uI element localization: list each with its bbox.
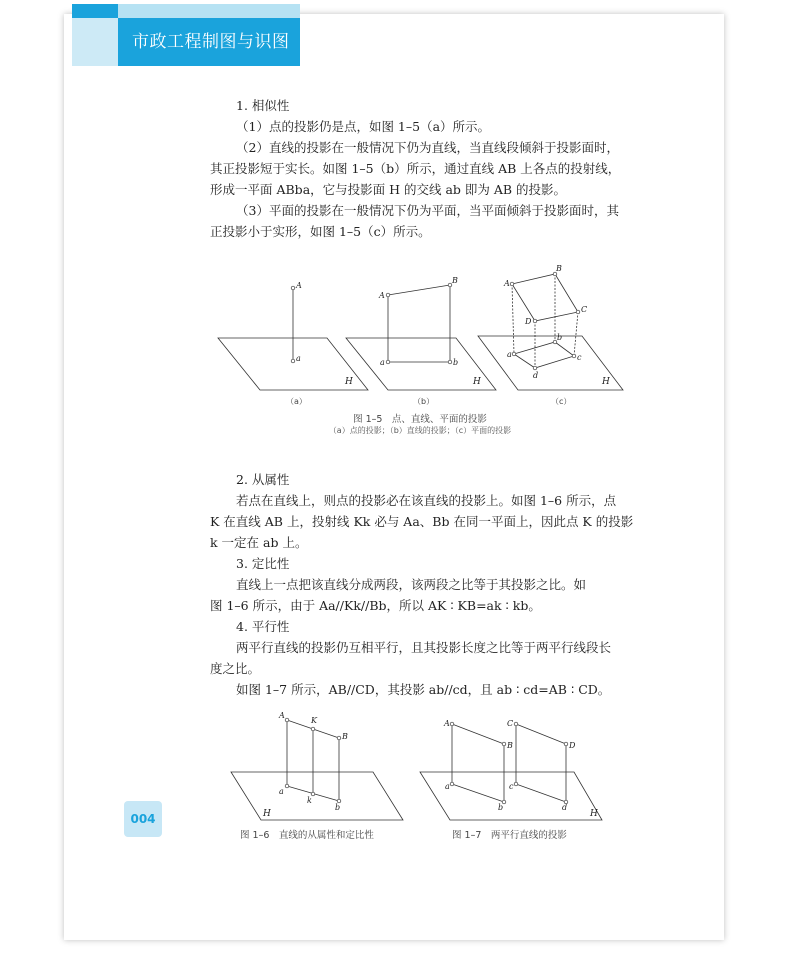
- paragraph-text: k 一定在 ab 上。: [210, 535, 308, 550]
- section-heading-similarity: 1. 相似性: [236, 98, 290, 113]
- label-d: d: [562, 803, 568, 812]
- figure-caption: 图 1–7 两平行直线的投影: [452, 830, 567, 841]
- label-a: a: [279, 787, 284, 796]
- figure-1-6-diagram: [225, 704, 415, 824]
- label-H: H: [345, 377, 353, 387]
- paragraph-text: 若点在直线上，则点的投影必在该直线的投影上。如图 1–6 所示，点: [236, 493, 617, 508]
- label-B: B: [507, 741, 513, 750]
- label-B: B: [452, 276, 458, 285]
- paragraph-text: 形成一平面 ABba，它与投影面 H 的交线 ab 即为 AB 的投影。: [210, 182, 567, 197]
- paragraph-text: （1）点的投影仍是点，如图 1–5（a）所示。: [236, 119, 491, 134]
- label-B: B: [342, 732, 348, 741]
- panel-label-c: （c）: [551, 397, 572, 406]
- label-a: a: [296, 354, 301, 363]
- label-B: B: [556, 264, 562, 273]
- label-C: C: [581, 305, 588, 314]
- line-ab: [452, 784, 504, 802]
- panel-label-a: （a）: [286, 397, 307, 406]
- label-H: H: [473, 377, 481, 387]
- label-a: a: [445, 782, 450, 791]
- figure-1-5-diagram: [210, 258, 640, 393]
- figure-caption: 图 1–6 直线的从属性和定比性: [240, 830, 374, 841]
- header-tab-strip: [72, 4, 300, 18]
- paragraph-text: 其正投影短于实长。如图 1–5（b）所示，通过直线 AB 上各点的投射线，: [210, 161, 621, 176]
- figure-1-7-diagram: [412, 704, 612, 824]
- plane-abcd: [514, 342, 574, 368]
- label-b: b: [453, 358, 459, 367]
- paragraph-text: （2）直线的投影在一般情况下仍为直线，当直线段倾斜于投影面时，: [236, 140, 619, 155]
- label-H: H: [602, 377, 610, 387]
- label-K: K: [311, 716, 317, 725]
- label-a: a: [380, 358, 385, 367]
- section-heading-belonging: 2. 从属性: [236, 472, 290, 487]
- label-b: b: [335, 803, 341, 812]
- page-number: 004: [124, 801, 162, 837]
- panel-label-b: （b）: [413, 397, 435, 406]
- book-title: 市政工程制图与识图: [132, 32, 290, 52]
- header-banner-light: [72, 18, 118, 66]
- plane-ABCD: [512, 274, 578, 321]
- paragraph-text: （3）平面的投影在一般情况下仍为平面，当平面倾斜于投影面时，其: [236, 203, 619, 218]
- label-A: A: [296, 281, 302, 290]
- label-A: A: [379, 291, 385, 300]
- paragraph-text: 图 1–6 所示，由于 Aa//Kk//Bb，所以 AK ∶ KB=ak ∶ kb。: [210, 598, 541, 613]
- section-heading-ratio: 3. 定比性: [236, 556, 290, 571]
- line-cd: [516, 784, 566, 802]
- paragraph-text: 两平行直线的投影仍互相平行，且其投影长度之比等于两平行线段长: [236, 640, 612, 655]
- label-A: A: [444, 719, 450, 728]
- paragraph-text: K 在直线 AB 上，投射线 Kk 必与 Aa、Bb 在同一平面上，因此点 K 的投影: [210, 514, 634, 529]
- label-A: A: [279, 711, 285, 720]
- paragraph-text: 如图 1–7 所示，AB//CD，其投影 ab//cd，且 ab ∶ cd=AB ∶ CD。: [236, 682, 611, 697]
- label-k: k: [307, 796, 312, 805]
- label-A: A: [504, 279, 510, 288]
- paragraph-text: 正投影小于实形，如图 1–5（c）所示。: [210, 224, 431, 239]
- label-D: D: [569, 741, 576, 750]
- label-a: a: [507, 350, 512, 359]
- label-D: D: [525, 317, 532, 326]
- label-c: c: [577, 353, 582, 362]
- line-AB: [388, 285, 450, 295]
- label-H: H: [590, 809, 598, 819]
- label-b: b: [557, 333, 563, 342]
- figure-subcaption: （a）点的投影；（b）直线的投影；（c）平面的投影: [328, 426, 512, 435]
- paragraph-text: 直线上一点把该直线分成两段，该两段之比等于其投影之比。如: [236, 577, 587, 592]
- label-d: d: [533, 371, 539, 380]
- section-heading-parallel: 4. 平行性: [236, 619, 290, 634]
- paragraph-text: 度之比。: [210, 661, 261, 676]
- header-tab-accent: [72, 4, 118, 18]
- label-c: c: [509, 782, 514, 791]
- projection-plane: [420, 772, 602, 820]
- label-b: b: [498, 803, 504, 812]
- line-CD: [516, 724, 566, 744]
- label-C: C: [507, 719, 514, 728]
- label-H: H: [263, 809, 271, 819]
- line-AB: [452, 724, 504, 744]
- figure-caption: 图 1–5 点、直线、平面的投影: [353, 414, 487, 425]
- projection-plane: [231, 772, 403, 820]
